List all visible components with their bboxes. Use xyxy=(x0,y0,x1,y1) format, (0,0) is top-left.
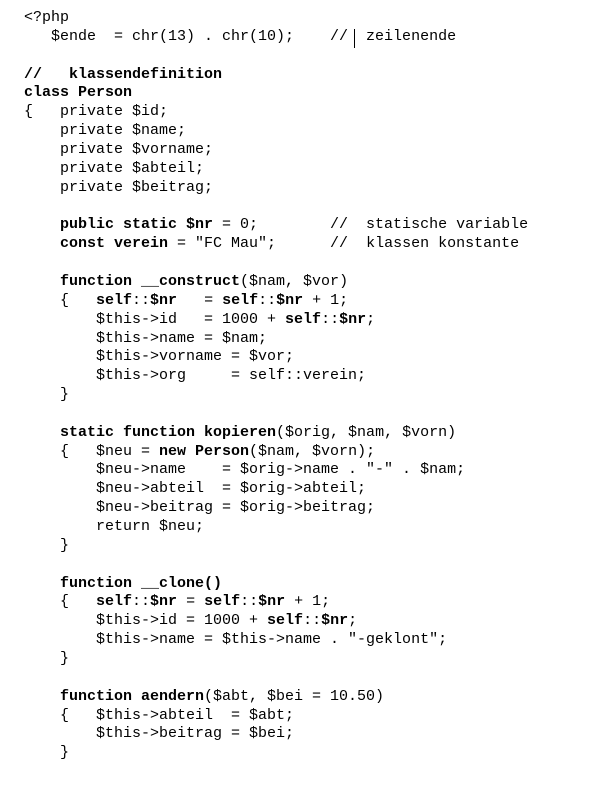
code-line xyxy=(24,8,69,27)
code-line xyxy=(24,102,168,121)
code-text: ($abt, $bei = 10.50) xyxy=(204,687,385,705)
code-keyword: class Person xyxy=(24,84,133,102)
code-keyword: $nr xyxy=(276,291,304,309)
code-text: = 0; // statische variable xyxy=(213,216,529,234)
code-text: = "FC Mau"; // klassen konstante xyxy=(168,235,520,253)
code-keyword: const verein xyxy=(24,235,169,253)
code-text: return $neu; xyxy=(24,518,205,535)
code-line xyxy=(24,423,456,442)
code-line xyxy=(24,724,294,743)
code-text: $this->vorname = $vor; xyxy=(24,348,295,366)
code-keyword: $nr xyxy=(150,291,178,309)
code-line xyxy=(24,442,375,461)
code-text: :: xyxy=(132,291,151,309)
code-keyword: self xyxy=(267,612,304,630)
code-keyword: function __construct xyxy=(24,272,241,290)
code-line xyxy=(24,536,69,555)
code-line xyxy=(24,385,69,404)
code-keyword: new Person xyxy=(159,442,250,460)
code-text: ($nam, $vorn); xyxy=(249,442,376,460)
code-text: { xyxy=(24,593,97,611)
code-line xyxy=(24,687,384,706)
code-keyword: $nr xyxy=(321,612,349,630)
code-line xyxy=(24,83,132,102)
code-text: private $name; xyxy=(24,122,187,140)
code-text: <?php xyxy=(24,9,70,26)
code-line xyxy=(24,159,204,178)
code-text: $this->name = $this->name . "-geklont"; xyxy=(24,631,448,649)
code-line xyxy=(24,574,222,593)
code-text: $this->org = self::verein; xyxy=(24,367,367,385)
code-text: } xyxy=(24,744,70,762)
code-line xyxy=(24,366,366,385)
code-line xyxy=(24,291,348,310)
code-line xyxy=(24,121,186,140)
code-text: } xyxy=(24,649,70,667)
code-text: = xyxy=(177,291,223,309)
code-keyword: self xyxy=(96,593,133,611)
code-text: } xyxy=(24,536,70,554)
code-keyword: static function kopieren xyxy=(24,423,277,441)
code-line xyxy=(24,140,213,159)
code-text: private $abteil; xyxy=(24,159,205,177)
code-text: { $neu = xyxy=(24,442,160,460)
code-line xyxy=(24,347,294,366)
code-text: } xyxy=(24,386,70,403)
code-text: { xyxy=(24,291,97,309)
code-text: :: xyxy=(303,612,322,630)
code-line xyxy=(24,517,204,536)
code-keyword: public static $nr xyxy=(24,216,214,234)
code-line xyxy=(24,498,375,517)
code-text: :: xyxy=(240,593,259,611)
code-text: ; xyxy=(366,310,376,328)
code-text: $neu->abteil = $orig->abteil; xyxy=(24,480,367,498)
code-keyword: self xyxy=(285,310,322,328)
code-line xyxy=(24,649,69,668)
code-text: ; xyxy=(348,612,358,630)
code-text: $neu->beitrag = $orig->beitrag; xyxy=(24,499,376,517)
code-keyword: self xyxy=(204,593,241,611)
code-text: $this->name = $nam; xyxy=(24,329,268,347)
code-text: private $beitrag; xyxy=(24,178,214,196)
code-keyword: self xyxy=(96,291,133,309)
code-text: { private $id; xyxy=(24,103,169,121)
code-keyword: $nr xyxy=(258,593,286,611)
code-text: $ende = chr(13) . chr(10); // zeilenende xyxy=(24,27,457,45)
code-text: $this->beitrag = $bei; xyxy=(24,725,295,743)
code-line xyxy=(24,706,294,725)
code-text: $neu->name = $orig->name . "-" . $nam; xyxy=(24,461,466,479)
code-keyword: function aendern xyxy=(24,687,205,705)
code-keyword: function __clone() xyxy=(24,574,223,592)
code-line xyxy=(24,178,213,197)
code-text: $this->id = 1000 + xyxy=(24,310,286,328)
code-keyword: $nr xyxy=(339,310,367,328)
code-line xyxy=(24,215,528,234)
code-text: = xyxy=(177,593,205,611)
code-line xyxy=(24,743,69,762)
code-keyword: self xyxy=(222,291,259,309)
code-line xyxy=(24,329,267,348)
code-text: :: xyxy=(321,310,340,328)
code-text: ($orig, $nam, $vorn) xyxy=(276,423,457,441)
code-line xyxy=(24,611,357,630)
code-text: :: xyxy=(258,291,277,309)
code-keyword: $nr xyxy=(150,593,178,611)
code-line xyxy=(24,630,447,649)
code-line xyxy=(24,65,222,84)
code-text: { $this->abteil = $abt; xyxy=(24,706,295,724)
code-text: + 1; xyxy=(303,291,349,309)
code-line xyxy=(24,27,456,46)
code-line xyxy=(24,460,465,479)
code-text: ($nam, $vor) xyxy=(240,272,349,290)
code-line xyxy=(24,272,348,291)
code-line xyxy=(24,234,519,253)
code-text: + 1; xyxy=(285,593,331,611)
code-line xyxy=(24,592,330,611)
code-line xyxy=(24,310,375,329)
code-text: private $vorname; xyxy=(24,141,214,158)
code-line xyxy=(24,479,366,498)
code-keyword: // klassendefinition xyxy=(24,65,223,83)
code-text: :: xyxy=(132,593,151,611)
code-text: $this->id = 1000 + xyxy=(24,612,268,630)
